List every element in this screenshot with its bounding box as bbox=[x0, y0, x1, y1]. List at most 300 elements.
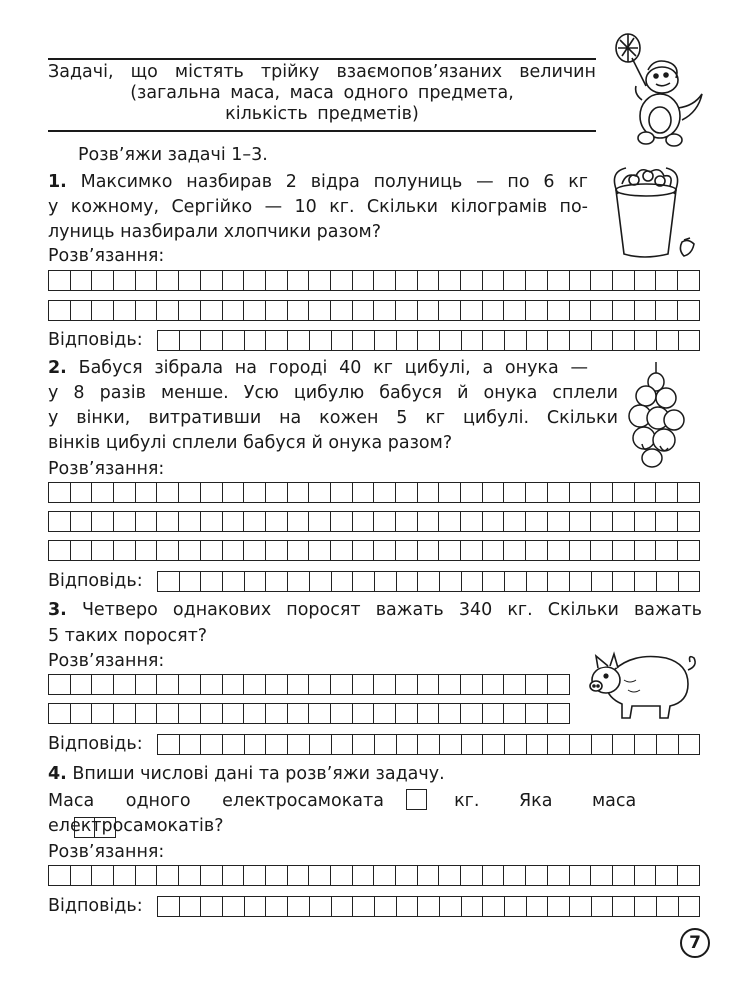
grid-cell[interactable] bbox=[548, 674, 570, 695]
grid-cell[interactable] bbox=[310, 330, 332, 351]
grid-cell[interactable] bbox=[591, 540, 613, 561]
grid-cell[interactable] bbox=[570, 896, 592, 917]
grid-cell[interactable] bbox=[331, 511, 353, 532]
grid-cell[interactable] bbox=[483, 896, 505, 917]
grid-cell[interactable] bbox=[526, 300, 548, 321]
grid-cell[interactable] bbox=[353, 270, 375, 291]
grid-cell[interactable] bbox=[548, 703, 570, 724]
grid-cell[interactable] bbox=[440, 571, 462, 592]
grid-cell[interactable] bbox=[288, 330, 310, 351]
grid-cell[interactable] bbox=[613, 330, 635, 351]
grid-cell[interactable] bbox=[244, 482, 266, 503]
grid-cell[interactable] bbox=[526, 511, 548, 532]
grid-cell[interactable] bbox=[114, 703, 136, 724]
grid-cell[interactable] bbox=[266, 571, 288, 592]
grid-cell[interactable] bbox=[483, 571, 505, 592]
grid-cell[interactable] bbox=[157, 300, 179, 321]
grid-cell[interactable] bbox=[375, 571, 397, 592]
grid-cell[interactable] bbox=[179, 482, 201, 503]
grid-cell[interactable] bbox=[591, 270, 613, 291]
grid-cell[interactable] bbox=[288, 674, 310, 695]
grid-cell[interactable] bbox=[71, 865, 93, 886]
grid-cell[interactable] bbox=[635, 734, 657, 755]
grid-cell[interactable] bbox=[439, 270, 461, 291]
grid-cell[interactable] bbox=[548, 482, 570, 503]
grid-cell[interactable] bbox=[613, 571, 635, 592]
grid-cell[interactable] bbox=[570, 571, 592, 592]
grid-cell[interactable] bbox=[353, 674, 375, 695]
grid-cell[interactable] bbox=[331, 540, 353, 561]
grid-cell[interactable] bbox=[223, 511, 245, 532]
grid-cell[interactable] bbox=[570, 482, 592, 503]
grid-cell[interactable] bbox=[332, 330, 354, 351]
grid-cell[interactable] bbox=[679, 896, 701, 917]
grid-cell[interactable] bbox=[180, 896, 202, 917]
grid-cell[interactable] bbox=[332, 896, 354, 917]
grid-cell[interactable] bbox=[245, 571, 267, 592]
grid-cell[interactable] bbox=[158, 571, 180, 592]
grid-cell[interactable] bbox=[483, 703, 505, 724]
grid-cell[interactable] bbox=[397, 734, 419, 755]
task3-solution-grid-row1[interactable] bbox=[48, 674, 570, 695]
grid-cell[interactable] bbox=[49, 482, 71, 503]
grid-cell[interactable] bbox=[331, 482, 353, 503]
grid-cell[interactable] bbox=[223, 482, 245, 503]
grid-cell[interactable] bbox=[71, 270, 93, 291]
grid-cell[interactable] bbox=[266, 511, 288, 532]
grid-cell[interactable] bbox=[331, 674, 353, 695]
grid-cell[interactable] bbox=[657, 896, 679, 917]
grid-cell[interactable] bbox=[548, 330, 570, 351]
grid-cell[interactable] bbox=[418, 865, 440, 886]
grid-cell[interactable] bbox=[635, 300, 657, 321]
grid-cell[interactable] bbox=[201, 330, 223, 351]
grid-cell[interactable] bbox=[439, 540, 461, 561]
grid-cell[interactable] bbox=[591, 865, 613, 886]
grid-cell[interactable] bbox=[223, 300, 245, 321]
grid-cell[interactable] bbox=[201, 300, 223, 321]
grid-cell[interactable] bbox=[548, 571, 570, 592]
grid-cell[interactable] bbox=[157, 511, 179, 532]
grid-cell[interactable] bbox=[157, 865, 179, 886]
grid-cell[interactable] bbox=[527, 330, 549, 351]
grid-cell[interactable] bbox=[266, 330, 288, 351]
grid-cell[interactable] bbox=[439, 674, 461, 695]
grid-cell[interactable] bbox=[483, 540, 505, 561]
grid-cell[interactable] bbox=[157, 703, 179, 724]
grid-cell[interactable] bbox=[49, 540, 71, 561]
grid-cell[interactable] bbox=[526, 270, 548, 291]
grid-cell[interactable] bbox=[527, 896, 549, 917]
grid-cell[interactable] bbox=[635, 330, 657, 351]
grid-cell[interactable] bbox=[396, 300, 418, 321]
grid-cell[interactable] bbox=[158, 896, 180, 917]
grid-cell[interactable] bbox=[49, 511, 71, 532]
grid-cell[interactable] bbox=[657, 571, 679, 592]
grid-cell[interactable] bbox=[635, 540, 657, 561]
grid-cell[interactable] bbox=[679, 734, 701, 755]
grid-cell[interactable] bbox=[613, 865, 635, 886]
grid-cell[interactable] bbox=[504, 482, 526, 503]
grid-cell[interactable] bbox=[136, 674, 158, 695]
grid-cell[interactable] bbox=[613, 270, 635, 291]
grid-cell[interactable] bbox=[548, 540, 570, 561]
grid-cell[interactable] bbox=[179, 300, 201, 321]
grid-cell[interactable] bbox=[353, 330, 375, 351]
grid-cell[interactable] bbox=[570, 330, 592, 351]
grid-cell[interactable] bbox=[266, 896, 288, 917]
grid-cell[interactable] bbox=[157, 270, 179, 291]
grid-cell[interactable] bbox=[331, 703, 353, 724]
grid-cell[interactable] bbox=[309, 482, 331, 503]
grid-cell[interactable] bbox=[396, 865, 418, 886]
grid-cell[interactable] bbox=[49, 865, 71, 886]
grid-cell[interactable] bbox=[353, 734, 375, 755]
grid-cell[interactable] bbox=[439, 300, 461, 321]
grid-cell[interactable] bbox=[157, 482, 179, 503]
grid-cell[interactable] bbox=[244, 511, 266, 532]
grid-cell[interactable] bbox=[504, 511, 526, 532]
grid-cell[interactable] bbox=[201, 703, 223, 724]
grid-cell[interactable] bbox=[462, 330, 484, 351]
grid-cell[interactable] bbox=[462, 734, 484, 755]
grid-cell[interactable] bbox=[114, 300, 136, 321]
grid-cell[interactable] bbox=[461, 674, 483, 695]
grid-cell[interactable] bbox=[223, 540, 245, 561]
grid-cell[interactable] bbox=[483, 511, 505, 532]
grid-cell[interactable] bbox=[201, 270, 223, 291]
grid-cell[interactable] bbox=[309, 511, 331, 532]
grid-cell[interactable] bbox=[570, 865, 592, 886]
grid-cell[interactable] bbox=[223, 571, 245, 592]
grid-cell[interactable] bbox=[136, 511, 158, 532]
grid-cell[interactable] bbox=[288, 482, 310, 503]
grid-cell[interactable] bbox=[71, 674, 93, 695]
task1-solution-grid-row2[interactable] bbox=[48, 300, 700, 321]
grid-cell[interactable] bbox=[288, 270, 310, 291]
grid-cell[interactable] bbox=[374, 482, 396, 503]
grid-cell[interactable] bbox=[201, 734, 223, 755]
grid-cell[interactable] bbox=[136, 482, 158, 503]
grid-cell[interactable] bbox=[310, 571, 332, 592]
grid-cell[interactable] bbox=[418, 540, 440, 561]
grid-cell[interactable] bbox=[504, 703, 526, 724]
grid-cell[interactable] bbox=[309, 865, 331, 886]
grid-cell[interactable] bbox=[244, 270, 266, 291]
grid-cell[interactable] bbox=[439, 703, 461, 724]
grid-cell[interactable] bbox=[418, 270, 440, 291]
grid-cell[interactable] bbox=[483, 674, 505, 695]
grid-cell[interactable] bbox=[656, 540, 678, 561]
grid-cell[interactable] bbox=[331, 300, 353, 321]
grid-cell[interactable] bbox=[613, 896, 635, 917]
grid-cell[interactable] bbox=[656, 865, 678, 886]
grid-cell[interactable] bbox=[678, 300, 700, 321]
grid-cell[interactable] bbox=[92, 703, 114, 724]
grid-cell[interactable] bbox=[288, 865, 310, 886]
grid-cell[interactable] bbox=[310, 734, 332, 755]
grid-cell[interactable] bbox=[309, 540, 331, 561]
grid-cell[interactable] bbox=[49, 270, 71, 291]
grid-cell[interactable] bbox=[396, 540, 418, 561]
grid-cell[interactable] bbox=[309, 270, 331, 291]
grid-cell[interactable] bbox=[461, 703, 483, 724]
grid-cell[interactable] bbox=[266, 300, 288, 321]
grid-cell[interactable] bbox=[656, 482, 678, 503]
grid-cell[interactable] bbox=[288, 734, 310, 755]
grid-cell[interactable] bbox=[201, 482, 223, 503]
grid-cell[interactable] bbox=[353, 703, 375, 724]
grid-cell[interactable] bbox=[592, 571, 614, 592]
grid-cell[interactable] bbox=[439, 511, 461, 532]
grid-cell[interactable] bbox=[635, 511, 657, 532]
grid-cell[interactable] bbox=[504, 865, 526, 886]
task2-solution-grid-row3[interactable] bbox=[48, 540, 700, 561]
grid-cell[interactable] bbox=[526, 703, 548, 724]
grid-cell[interactable] bbox=[591, 511, 613, 532]
grid-cell[interactable] bbox=[504, 674, 526, 695]
grid-cell[interactable] bbox=[397, 330, 419, 351]
task3-answer-grid[interactable] bbox=[157, 734, 700, 755]
grid-cell[interactable] bbox=[223, 270, 245, 291]
grid-cell[interactable] bbox=[223, 703, 245, 724]
grid-cell[interactable] bbox=[374, 300, 396, 321]
grid-cell[interactable] bbox=[483, 300, 505, 321]
grid-cell[interactable] bbox=[92, 674, 114, 695]
grid-cell[interactable] bbox=[266, 674, 288, 695]
grid-cell[interactable] bbox=[440, 330, 462, 351]
grid-cell[interactable] bbox=[136, 300, 158, 321]
grid-cell[interactable] bbox=[678, 482, 700, 503]
grid-cell[interactable] bbox=[635, 571, 657, 592]
grid-cell[interactable] bbox=[245, 330, 267, 351]
grid-cell[interactable] bbox=[679, 571, 701, 592]
task1-solution-grid-row1[interactable] bbox=[48, 270, 700, 291]
grid-cell[interactable] bbox=[483, 270, 505, 291]
grid-cell[interactable] bbox=[136, 703, 158, 724]
grid-cell[interactable] bbox=[678, 540, 700, 561]
grid-cell[interactable] bbox=[288, 300, 310, 321]
grid-cell[interactable] bbox=[418, 300, 440, 321]
grid-cell[interactable] bbox=[483, 482, 505, 503]
grid-cell[interactable] bbox=[92, 540, 114, 561]
grid-cell[interactable] bbox=[92, 482, 114, 503]
grid-cell[interactable] bbox=[49, 674, 71, 695]
grid-cell[interactable] bbox=[49, 300, 71, 321]
grid-cell[interactable] bbox=[353, 511, 375, 532]
grid-cell[interactable] bbox=[332, 734, 354, 755]
grid-cell[interactable] bbox=[548, 300, 570, 321]
task1-answer-grid[interactable] bbox=[157, 330, 700, 351]
grid-cell[interactable] bbox=[158, 330, 180, 351]
grid-cell[interactable] bbox=[374, 865, 396, 886]
grid-cell[interactable] bbox=[418, 482, 440, 503]
grid-cell[interactable] bbox=[461, 540, 483, 561]
grid-cell[interactable] bbox=[461, 270, 483, 291]
grid-cell[interactable] bbox=[136, 270, 158, 291]
grid-cell[interactable] bbox=[266, 703, 288, 724]
grid-cell[interactable] bbox=[158, 734, 180, 755]
grid-cell[interactable] bbox=[505, 571, 527, 592]
grid-cell[interactable] bbox=[570, 300, 592, 321]
grid-cell[interactable] bbox=[353, 300, 375, 321]
task3-solution-grid-row2[interactable] bbox=[48, 703, 570, 724]
grid-cell[interactable] bbox=[527, 734, 549, 755]
grid-cell[interactable] bbox=[461, 865, 483, 886]
grid-cell[interactable] bbox=[527, 571, 549, 592]
grid-cell[interactable] bbox=[505, 734, 527, 755]
grid-cell[interactable] bbox=[613, 300, 635, 321]
grid-cell[interactable] bbox=[396, 270, 418, 291]
grid-cell[interactable] bbox=[439, 482, 461, 503]
grid-cell[interactable] bbox=[244, 300, 266, 321]
grid-cell[interactable] bbox=[223, 330, 245, 351]
grid-cell[interactable] bbox=[397, 896, 419, 917]
grid-cell[interactable] bbox=[266, 482, 288, 503]
grid-cell[interactable] bbox=[114, 865, 136, 886]
grid-cell[interactable] bbox=[223, 896, 245, 917]
grid-cell[interactable] bbox=[180, 330, 202, 351]
grid-cell[interactable] bbox=[570, 270, 592, 291]
grid-cell[interactable] bbox=[396, 674, 418, 695]
grid-cell[interactable] bbox=[418, 330, 440, 351]
grid-cell[interactable] bbox=[591, 300, 613, 321]
grid-cell[interactable] bbox=[180, 734, 202, 755]
grid-cell[interactable] bbox=[678, 511, 700, 532]
grid-cell[interactable] bbox=[180, 571, 202, 592]
grid-cell[interactable] bbox=[92, 300, 114, 321]
grid-cell[interactable] bbox=[288, 703, 310, 724]
grid-cell[interactable] bbox=[375, 734, 397, 755]
grid-cell[interactable] bbox=[526, 482, 548, 503]
grid-cell[interactable] bbox=[179, 511, 201, 532]
grid-cell[interactable] bbox=[266, 734, 288, 755]
grid-cell[interactable] bbox=[656, 300, 678, 321]
grid-cell[interactable] bbox=[353, 896, 375, 917]
grid-cell[interactable] bbox=[462, 896, 484, 917]
grid-cell[interactable] bbox=[353, 571, 375, 592]
grid-cell[interactable] bbox=[92, 865, 114, 886]
grid-cell[interactable] bbox=[613, 482, 635, 503]
grid-cell[interactable] bbox=[483, 734, 505, 755]
grid-cell[interactable] bbox=[591, 482, 613, 503]
grid-cell[interactable] bbox=[548, 734, 570, 755]
grid-cell[interactable] bbox=[526, 540, 548, 561]
grid-cell[interactable] bbox=[678, 865, 700, 886]
grid-cell[interactable] bbox=[157, 540, 179, 561]
grid-cell[interactable] bbox=[418, 674, 440, 695]
grid-cell[interactable] bbox=[244, 674, 266, 695]
grid-cell[interactable] bbox=[92, 270, 114, 291]
grid-cell[interactable] bbox=[504, 540, 526, 561]
grid-cell[interactable] bbox=[679, 330, 701, 351]
grid-cell[interactable] bbox=[332, 571, 354, 592]
grid-cell[interactable] bbox=[92, 511, 114, 532]
grid-cell[interactable] bbox=[462, 571, 484, 592]
grid-cell[interactable] bbox=[223, 734, 245, 755]
grid-cell[interactable] bbox=[570, 540, 592, 561]
grid-cell[interactable] bbox=[656, 270, 678, 291]
grid-cell[interactable] bbox=[49, 703, 71, 724]
grid-cell[interactable] bbox=[374, 270, 396, 291]
grid-cell[interactable] bbox=[331, 270, 353, 291]
grid-cell[interactable] bbox=[331, 865, 353, 886]
grid-cell[interactable] bbox=[548, 511, 570, 532]
task4-answer-grid[interactable] bbox=[157, 896, 700, 917]
grid-cell[interactable] bbox=[353, 865, 375, 886]
grid-cell[interactable] bbox=[310, 896, 332, 917]
grid-cell[interactable] bbox=[418, 571, 440, 592]
grid-cell[interactable] bbox=[613, 540, 635, 561]
grid-cell[interactable] bbox=[635, 482, 657, 503]
grid-cell[interactable] bbox=[505, 330, 527, 351]
grid-cell[interactable] bbox=[266, 270, 288, 291]
grid-cell[interactable] bbox=[179, 270, 201, 291]
grid-cell[interactable] bbox=[483, 865, 505, 886]
grid-cell[interactable] bbox=[245, 734, 267, 755]
grid-cell[interactable] bbox=[201, 865, 223, 886]
grid-cell[interactable] bbox=[548, 270, 570, 291]
grid-cell[interactable] bbox=[114, 540, 136, 561]
grid-cell[interactable] bbox=[114, 270, 136, 291]
grid-cell[interactable] bbox=[179, 865, 201, 886]
grid-cell[interactable] bbox=[114, 482, 136, 503]
task4-solution-grid-row1[interactable] bbox=[48, 865, 700, 886]
grid-cell[interactable] bbox=[657, 734, 679, 755]
grid-cell[interactable] bbox=[592, 734, 614, 755]
grid-cell[interactable] bbox=[374, 511, 396, 532]
grid-cell[interactable] bbox=[71, 703, 93, 724]
grid-cell[interactable] bbox=[548, 896, 570, 917]
grid-cell[interactable] bbox=[266, 540, 288, 561]
grid-cell[interactable] bbox=[244, 703, 266, 724]
grid-cell[interactable] bbox=[592, 896, 614, 917]
grid-cell[interactable] bbox=[71, 482, 93, 503]
grid-cell[interactable] bbox=[374, 703, 396, 724]
grid-cell[interactable] bbox=[526, 865, 548, 886]
grid-cell[interactable] bbox=[635, 865, 657, 886]
grid-cell[interactable] bbox=[201, 896, 223, 917]
grid-cell[interactable] bbox=[179, 703, 201, 724]
grid-cell[interactable] bbox=[288, 896, 310, 917]
grid-cell[interactable] bbox=[71, 511, 93, 532]
grid-cell[interactable] bbox=[418, 511, 440, 532]
grid-cell[interactable] bbox=[223, 865, 245, 886]
grid-cell[interactable] bbox=[440, 896, 462, 917]
grid-cell[interactable] bbox=[396, 482, 418, 503]
grid-cell[interactable] bbox=[309, 703, 331, 724]
grid-cell[interactable] bbox=[288, 540, 310, 561]
grid-cell[interactable] bbox=[136, 540, 158, 561]
grid-cell[interactable] bbox=[613, 511, 635, 532]
grid-cell[interactable] bbox=[374, 540, 396, 561]
grid-cell[interactable] bbox=[353, 482, 375, 503]
grid-cell[interactable] bbox=[656, 511, 678, 532]
grid-cell[interactable] bbox=[548, 865, 570, 886]
grid-cell[interactable] bbox=[244, 865, 266, 886]
grid-cell[interactable] bbox=[657, 330, 679, 351]
grid-cell[interactable] bbox=[201, 540, 223, 561]
grid-cell[interactable] bbox=[635, 896, 657, 917]
grid-cell[interactable] bbox=[353, 540, 375, 561]
grid-cell[interactable] bbox=[504, 300, 526, 321]
grid-cell[interactable] bbox=[504, 270, 526, 291]
grid-cell[interactable] bbox=[418, 896, 440, 917]
grid-cell[interactable] bbox=[461, 511, 483, 532]
grid-cell[interactable] bbox=[179, 540, 201, 561]
grid-cell[interactable] bbox=[201, 571, 223, 592]
grid-cell[interactable] bbox=[396, 511, 418, 532]
